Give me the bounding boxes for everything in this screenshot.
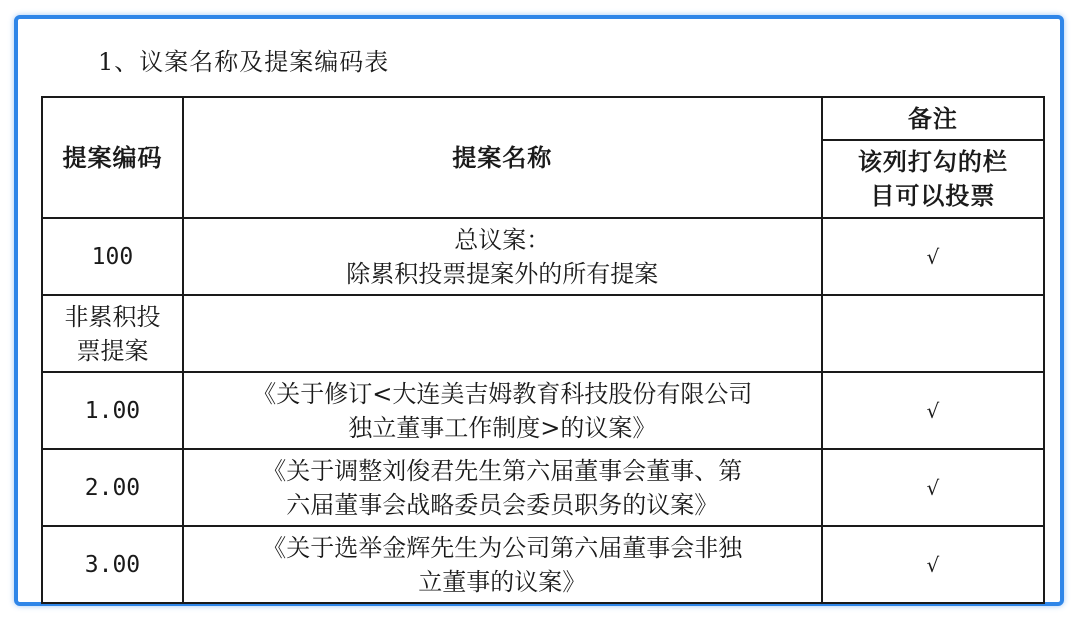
- group-code: [42, 295, 183, 372]
- total-name: [183, 218, 822, 295]
- row-check-mark: √: [822, 372, 1044, 449]
- row-code: 1.00: [42, 372, 183, 449]
- row-name-line2: 独立董事工作制度>的议案》: [348, 413, 657, 442]
- total-code: 100: [42, 218, 183, 295]
- row-name-line1: 《关于修订<大连美吉姆教育科技股份有限公司: [252, 379, 753, 408]
- section-title: 1、议案名称及提案编码表: [98, 48, 390, 76]
- row-name-line1: 《关于选举金辉先生为公司第六届董事会非独: [262, 533, 743, 562]
- header-note-title: 备注: [822, 97, 1044, 140]
- proposal-code-table: [41, 96, 1045, 604]
- table-row: [42, 372, 1044, 449]
- row-name: [183, 449, 822, 526]
- table-row: [42, 449, 1044, 526]
- header-note-line2: 目可以投票: [870, 182, 996, 210]
- row-name-line2: 立董事的议案》: [418, 567, 587, 596]
- group-code-line2: 票提案: [76, 336, 149, 365]
- row-name-line2: 六届董事会战略委员会委员职务的议案》: [286, 490, 719, 519]
- table-header-row: [42, 97, 1044, 140]
- row-name: [183, 526, 822, 603]
- header-note-desc: [822, 140, 1044, 218]
- header-name: 提案名称: [183, 97, 822, 218]
- group-code-line1: 非累积投: [64, 302, 161, 331]
- table-row: [42, 526, 1044, 603]
- group-note: [822, 295, 1044, 372]
- header-code: 提案编码: [42, 97, 183, 218]
- header-note-line1: 该列打勾的栏: [857, 148, 1008, 176]
- table-row-group: [42, 295, 1044, 372]
- total-name-line1: 总议案：: [454, 225, 551, 254]
- total-name-line2: 除累积投票提案外的所有提案: [346, 259, 659, 288]
- row-code: 2.00: [42, 449, 183, 526]
- group-name: [183, 295, 822, 372]
- total-check-mark: √: [822, 218, 1044, 295]
- table-row-total: [42, 218, 1044, 295]
- row-name-line1: 《关于调整刘俊君先生第六届董事会董事、第: [262, 456, 743, 485]
- row-check-mark: √: [822, 526, 1044, 603]
- row-name: [183, 372, 822, 449]
- row-check-mark: √: [822, 449, 1044, 526]
- row-code: 3.00: [42, 526, 183, 603]
